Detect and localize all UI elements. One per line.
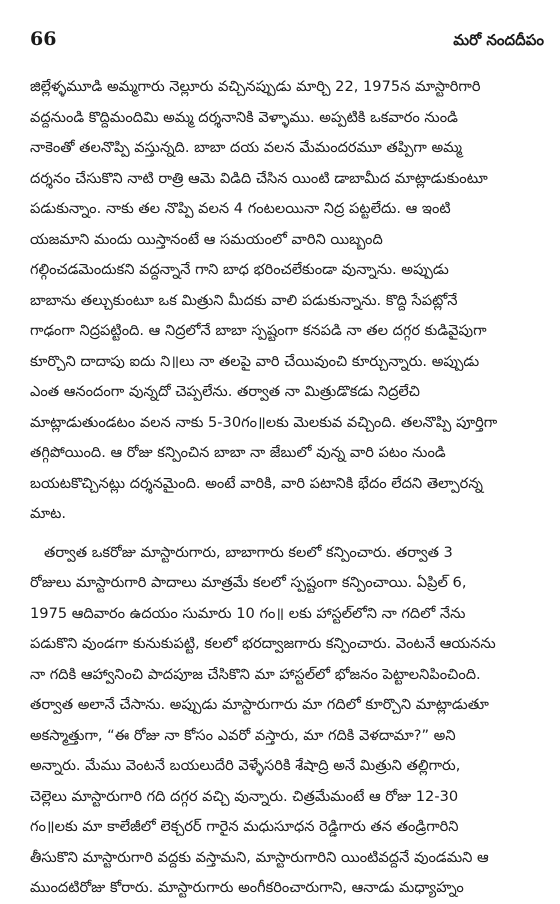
text-line: అన్నారు. మేము వెంటనే బయలుదేరి వెళ్ళేసరికి శేషాద్రి అనే మిత్రుని తల్లిగారు, bbox=[30, 757, 461, 774]
text-line: మాట. bbox=[30, 505, 67, 522]
text-line: అకస్మాత్తుగా, “ఈ రోజు నా కోసం ఎవరో వస్తారు, మా గదికి వెళదామా?” అని bbox=[30, 726, 456, 744]
text-line: ముందటిరోజు కోరారు. మాస్టారుగారు అంగీకరించారుగాని, ఆనాడు మధ్యాహ్నం bbox=[30, 879, 464, 896]
text-line: గల్గించడమెందుకని వద్దన్నానే గాని బాధ భరించలేకుండా వున్నాను. అప్పుడు bbox=[30, 261, 449, 278]
text-line: పడుకొని వుండగా కునుకుపట్టి, కలలో భరద్వాజగారు కన్పించారు. వెంటనే ఆయనను bbox=[30, 635, 496, 652]
text-line: నాకెంతో తలనొప్పి వస్తున్నది. బాబా దయ వలన మేమందరమూ తప్పిగా అమ్మ bbox=[30, 139, 463, 156]
text-line: తర్వాత ఒకరోజు మాస్టారుగారు, బాబాగారు కలలో కన్పించారు. తర్వాత 3 bbox=[44, 543, 453, 561]
text-line: బయటకొచ్చినట్లు దర్శనమైంది. అంటే వారికి, వారి పటానికి భేదం లేదని తెల్పారన్న bbox=[30, 474, 483, 492]
text-line: మాట్లాడుతుండటం వలన నాకు 5-30గం॥లకు మెలకువ వచ్చింది. తలనొప్పి పూర్తిగా bbox=[30, 413, 498, 431]
page-header bbox=[30, 28, 544, 58]
text-line: చెల్లెలు మాస్టారుగారి గది దగ్గర వచ్చి వున్నారు. చిత్రమేమంటే ఆ రోజు 12-30 bbox=[30, 787, 459, 805]
text-line: తర్వాత అలానే చేసాను. అప్పుడు మాస్టారుగారు మా గదిలో కూర్చొని మాట్లాడుతూ bbox=[30, 696, 489, 713]
text-line: ఎంత ఆనందంగా వున్నదో చెప్పలేను. తర్వాత నా మిత్రుడొకడు నిద్రలేచి bbox=[30, 383, 420, 400]
text-line: రోజులు మాస్టారుగారి పాదాలు మాత్రమే కలలో స్పష్టంగా కన్పించాయి. ఏప్రిల్ 6, bbox=[30, 574, 467, 591]
text-line: తీసుకొని మాస్టారుగారి వద్దకు వస్తామని, మాస్టారుగారిని యింటివద్దనే వుండమని ఆ bbox=[30, 848, 489, 866]
text-line: కూర్చొని దాదాపు ఐదు ని॥లు నా తలపై వారి చేయివుంచి కూర్చున్నారు. అప్పుడు bbox=[30, 352, 480, 370]
text-line: గం॥లకు మా కాలేజీలో లెక్చరర్ గారైన మధుసూధన రెడ్డిగారు తన తండ్రిగారిని bbox=[30, 818, 459, 835]
text-line: తగ్గిపోయింది. ఆ రోజు కన్పించిన బాబా నా జేబులో వున్న వారి పటం నుండి bbox=[30, 444, 446, 461]
paragraph-1 bbox=[30, 72, 544, 530]
paragraph-2 bbox=[30, 538, 544, 904]
text-line: దర్శనం చేసుకొని నాటి రాత్రి ఆమె విడిది చేసిన యింటి డాబామీద మాట్లాడుకుంటూ bbox=[30, 169, 488, 187]
text-line: యజమాని మందు యిస్తానంటే ఆ సమయంలో వారిని యిబ్బంది bbox=[30, 230, 383, 248]
page-number: 66 bbox=[30, 28, 57, 50]
text-line: జిల్లేళ్ళమూడి అమ్మగారు నెల్లూరు వచ్చినప్పుడు మార్చి 22, 1975న మాస్టారిగారి bbox=[30, 78, 481, 95]
text-line: నా గదికి ఆహ్వానించి పాదపూజ చేసికొని మా హాస్టల్‌లో భోజనం పెట్టాలనిపించింది. bbox=[30, 665, 481, 683]
text-line: వద్దనుండి కొద్దిమందిమి అమ్మ దర్శనానికి వెళ్ళాము. అప్పటికి ఒకవారం నుండి bbox=[30, 108, 458, 126]
text-line: పడుకున్నాం. నాకు తల నొప్పి వలన 4 గంటలయినా నిద్ర పట్టలేదు. ఆ ఇంటి bbox=[30, 200, 451, 217]
text-line: బాబాను తల్చుకుంటూ ఒక మిత్రుని మీదకు వాలి పడుకున్నాను. కొద్ది సేపట్లోనే bbox=[30, 291, 458, 309]
running-title: మరో నందదీపం bbox=[453, 31, 544, 49]
text-line: 1975 ఆదివారం ఉదయం సుమారు 10 గం॥ లకు హాస్టల్‌లోని నా గదిలో నేను bbox=[30, 604, 466, 622]
text-line: గాఢంగా నిద్రపట్టింది. ఆ నిద్రలోనే బాబా స్పష్టంగా కనపడి నా తల దగ్గర కుడివైపుగా bbox=[30, 322, 487, 339]
